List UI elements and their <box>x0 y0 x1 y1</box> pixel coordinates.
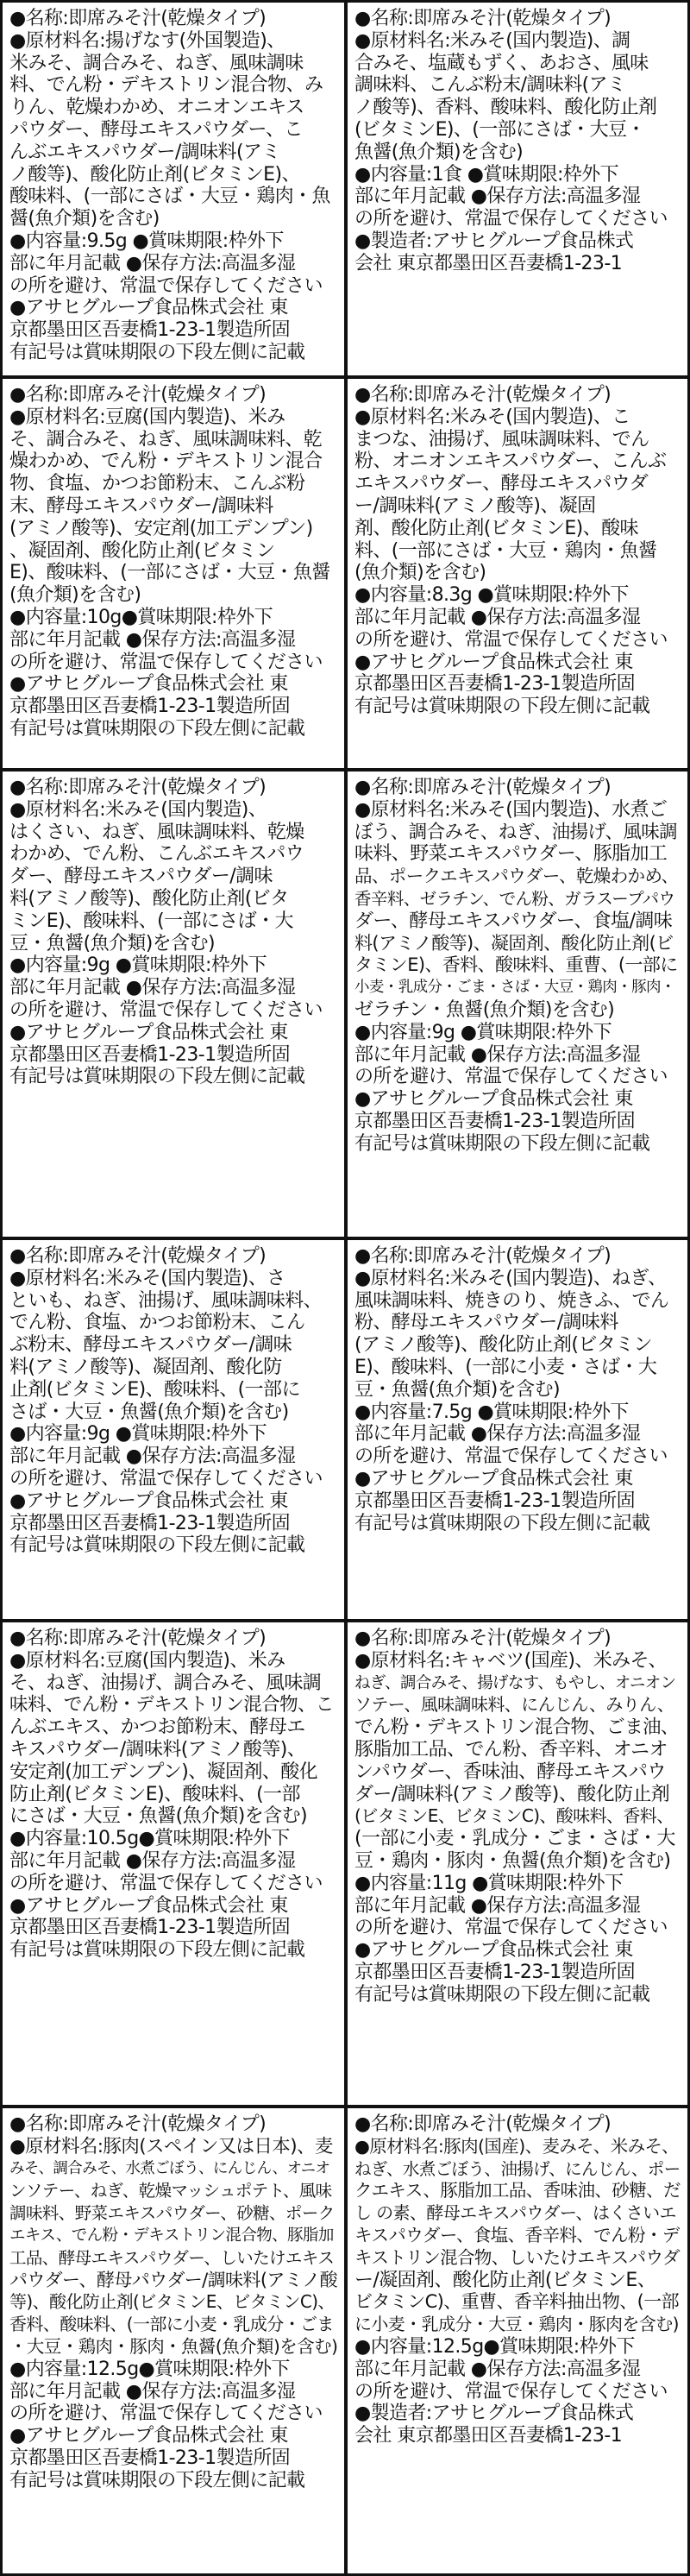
label-panel-4 <box>345 376 690 771</box>
label-text-line: ●内容量:10.5g●賞味期限:枠外下 <box>9 1828 290 1850</box>
label-text-line: 部に年月記載 ●保存方法:高温多湿 <box>354 186 641 208</box>
label-text-line: 料(アミノ酸等)、凝固剤、酸化防 <box>9 1356 282 1378</box>
label-text-line: 有記号は賞味期限の下段左側に記載 <box>354 1512 650 1534</box>
label-text-line: 京都墨田区吾妻橋1-23-1製造所固 <box>354 1490 636 1512</box>
label-text-line: (ビタミンE)、(一部にさば・大豆・ <box>354 118 645 141</box>
label-text-line: 部に年月記載 ●保存方法:高温多湿 <box>9 2380 296 2403</box>
label-text-line: ●製造者:アサヒグループ食品株式 <box>354 2403 634 2425</box>
label-panel-2 <box>345 0 690 378</box>
label-text-line: の所を避け、常温で保存してください <box>354 628 668 651</box>
label-text-line: (一部に小麦・乳成分・ごま・さば・大 <box>354 1828 675 1850</box>
label-text-line: (ビタミンE、ビタミンC)、酸味料、香料、 <box>354 1805 674 1827</box>
label-text-line: 豆・魚醤(魚介類)を含む) <box>354 1378 560 1401</box>
label-text-line: E)、酸味料、(一部にさば・大豆・魚醤 <box>9 562 330 584</box>
label-text-line: ●アサヒグループ食品株式会社 東 <box>9 1490 288 1512</box>
label-text-line: 部に年月記載 ●保存方法:高温多湿 <box>354 1043 641 1066</box>
label-panel-3 <box>0 376 347 771</box>
label-text-line: 京都墨田区吾妻橋1-23-1製造所固 <box>9 1512 291 1534</box>
label-text-line: ●内容量:9.5g ●賞味期限:枠外下 <box>9 230 284 252</box>
label-text-line: 料、でん粉・デキストリン混合物、み <box>9 74 323 97</box>
label-text-line: ●名称:即席みそ汁(乾燥タイプ) <box>9 2113 267 2135</box>
label-text-line: にさば・大豆・魚醤(魚介類)を含む) <box>9 1805 307 1828</box>
label-text-line: ●原材料名:豆腐(国内製造)、米み <box>9 1649 285 1672</box>
label-text-line: ー/調味料(アミノ酸等)、凝固 <box>354 494 596 517</box>
label-panel-8 <box>345 1238 690 1622</box>
label-text-line: 小麦・乳成分・ごま・さば・大豆・鶏肉・豚肉・ <box>354 979 675 997</box>
label-text-line: 工品、酵母エキスパウダー、しいたけエキス <box>9 2247 335 2268</box>
label-text-line: 京都墨田区吾妻橋1-23-1製造所固 <box>9 1917 291 1939</box>
label-text-line: まつな、油揚げ、風味調味料、でん <box>354 428 649 450</box>
label-text-line: 魚醤(魚介類)を含む) <box>354 141 524 163</box>
label-text-line: ビタミンC)、重曹、香辛料抽出物、(一部 <box>354 2291 680 2313</box>
label-panel-11 <box>0 2106 347 2576</box>
label-text-line: パウダー、酵母パウダー/調味料(アミノ酸 <box>9 2269 337 2290</box>
label-text-line: ●内容量:1食 ●賞味期限:枠外下 <box>354 163 619 186</box>
label-text-line: 味料、野菜エキスパウダー、豚脂加工 <box>354 843 668 866</box>
label-text-line: ダー、酵母エキスパウダー、食塩/調味 <box>354 910 673 932</box>
label-text-line: はくさい、ねぎ、風味調味料、乾燥 <box>9 821 304 843</box>
label-text-line: 有記号は賞味期限の下段左側に記載 <box>9 1534 305 1557</box>
label-panel-7 <box>0 1238 347 1622</box>
label-text-line: 止剤(ビタミンE)、酸味料、(一部に <box>9 1378 300 1401</box>
label-text-line: 調味料、こんぶ粉末/調味料(アミ <box>354 74 626 97</box>
label-text-line: ンソテー、ねぎ、乾燥マッシュポテト、風味 <box>9 2181 332 2201</box>
label-text-line: ●内容量:12.5g●賞味期限:枠外下 <box>354 2335 635 2358</box>
label-text-line: 部に年月記載 ●保存方法:高温多湿 <box>9 977 296 999</box>
label-text-line: し の素、酵母エキスパウダー、はくさいエ <box>354 2202 676 2224</box>
label-text-line: 会社 東京都墨田区吾妻橋1-23-1 <box>354 252 623 274</box>
label-text-line: 有記号は賞味期限の下段左側に記載 <box>9 2469 305 2491</box>
label-text-line: ●名称:即席みそ汁(乾燥タイプ) <box>354 384 612 406</box>
label-panel-9 <box>0 1620 347 2107</box>
label-text-line: みそ、調合みそ、水煮ごぼう、にんじん、オニオ <box>9 2159 330 2177</box>
label-panel-5 <box>0 769 347 1239</box>
label-text-line: ●製造者:アサヒグループ食品株式 <box>354 230 634 252</box>
label-text-line: ●内容量:12.5g●賞味期限:枠外下 <box>9 2358 290 2380</box>
label-text-line: 安定剤(加工デンプン)、凝固剤、酸化 <box>9 1760 318 1783</box>
label-text-line: 防止剤(ビタミンE)、酸味料、(一部 <box>9 1783 300 1805</box>
label-text-line: ●名称:即席みそ汁(乾燥タイプ) <box>354 1628 612 1649</box>
label-text-line: の所を避け、常温で保存してください <box>9 1872 323 1894</box>
label-text-line: キスパウダー/調味料(アミノ酸等)、 <box>9 1738 306 1760</box>
label-text-line: ●名称:即席みそ汁(乾燥タイプ) <box>9 1245 267 1267</box>
label-text-line: そ、調合みそ、ねぎ、風味調味料、乾 <box>9 428 323 450</box>
label-text-line: といも、ねぎ、油揚げ、風味調味料、 <box>9 1289 323 1312</box>
label-text-line: 料(アミノ酸等)、凝固剤、酸化防止剤(ビ <box>354 932 674 954</box>
label-text-line: 等)、酸化防止剤(ビタミンE、ビタミンC)、 <box>9 2291 335 2313</box>
label-text-line: ●原材料名:米みそ(国内製造)、こ <box>354 406 630 428</box>
label-text-line: E)、酸味料、(一部に小麦・さば・大 <box>354 1356 657 1378</box>
label-text-line: ●アサヒグループ食品株式会社 東 <box>354 1939 633 1962</box>
label-text-line: 京都墨田区吾妻橋1-23-1製造所固 <box>354 673 636 696</box>
label-text-line: ●内容量:8.3g ●賞味期限:枠外下 <box>354 584 629 607</box>
label-text-line: ●名称:即席みそ汁(乾燥タイプ) <box>9 384 267 406</box>
label-text-line: 会社 東京都墨田区吾妻橋1-23-1 <box>354 2425 623 2447</box>
label-text-line: の所を避け、常温で保存してください <box>9 998 323 1021</box>
label-text-line: ●原材料名:米みそ(国内製造)、調 <box>354 29 630 52</box>
label-text-line: エキス、でん粉・デキストリン混合物、豚脂加 <box>9 2226 334 2245</box>
label-text-line: 京都墨田区吾妻橋1-23-1製造所固 <box>9 696 291 718</box>
label-text-line: パウダー、酵母エキスパウダー、こ <box>9 118 303 141</box>
label-text-line: んぶエキス、かつお節粉末、酵母エ <box>9 1716 305 1739</box>
label-text-line: ●アサヒグループ食品株式会社 東 <box>9 1021 288 1043</box>
label-text-line: ●名称:即席みそ汁(乾燥タイプ) <box>9 1628 267 1649</box>
label-text-line: ダー/調味料(アミノ酸等)、酸化防止剤 <box>354 1783 670 1805</box>
label-text-line: 部に年月記載 ●保存方法:高温多湿 <box>9 1445 296 1468</box>
label-text-line: 香料、酸味料、(一部に小麦・乳成分・ごま <box>9 2314 334 2335</box>
label-text-line: ●原材料名:豚肉(スペイン又は日本)、麦 <box>9 2135 333 2157</box>
label-text-line: ぼう、調合みそ、ねぎ、油揚げ、風味調 <box>354 821 678 843</box>
label-text-line: わかめ、でん粉、こんぶエキスパウ <box>9 843 304 866</box>
label-text-line: んぶエキスパウダー/調味料(アミ <box>9 141 280 163</box>
label-text-line: 有記号は賞味期限の下段左側に記載 <box>9 341 305 363</box>
label-text-line: 調味料、野菜エキスパウダー、砂糖、ポーク <box>9 2203 335 2224</box>
label-text-line: 京都墨田区吾妻橋1-23-1製造所固 <box>354 1110 636 1132</box>
label-text-line: 香辛料、ゼラチン、でん粉、ガラスープパウ <box>354 888 675 909</box>
label-text-line: の所を避け、常温で保存してください <box>354 2380 668 2403</box>
label-text-line: キストリン混合物、しいたけエキスパウダ <box>354 2246 681 2268</box>
label-text-line: 部に年月記載 ●保存方法:高温多湿 <box>354 606 641 628</box>
label-text-line: 有記号は賞味期限の下段左側に記載 <box>9 1939 305 1962</box>
label-text-line: の所を避け、常温で保存してください <box>354 208 668 230</box>
label-text-line: ●原材料名:米みそ(国内製造)、 <box>9 798 267 821</box>
label-text-line: 酸味料、(一部にさば・大豆・鶏肉・魚 <box>9 186 330 208</box>
label-text-line: の所を避け、常温で保存してください <box>354 1066 668 1088</box>
label-text-line: ー/凝固剤、酸化防止剤(ビタミンE、 <box>354 2269 656 2291</box>
label-text-line: の所を避け、常温で保存してください <box>9 274 323 297</box>
label-panel-12 <box>345 2106 690 2576</box>
label-text-line: ●名称:即席みそ汁(乾燥タイプ) <box>354 1245 612 1267</box>
label-text-line: 剤、酸化防止剤(ビタミンE)、酸味 <box>354 517 638 539</box>
label-text-line: 醤(魚介類)を含む) <box>9 208 160 230</box>
label-text-line: ミンE)、酸味料、(一部にさば・大 <box>9 910 293 932</box>
label-text-line: 粉、酵母エキスパウダー/調味料 <box>354 1312 618 1334</box>
label-text-line: ●名称:即席みそ汁(乾燥タイプ) <box>354 8 612 29</box>
label-text-line: 有記号は賞味期限の下段左側に記載 <box>354 1983 650 2006</box>
label-text-line: ●内容量:9g ●賞味期限:枠外下 <box>9 954 267 977</box>
label-text-line: の所を避け、常温で保存してください <box>9 651 323 673</box>
label-panel-6 <box>345 769 690 1239</box>
label-text-line: ・大豆・鶏肉・豚肉・魚醤(魚介類)を含む) <box>9 2335 337 2357</box>
label-text-line: 豆・鶏肉・豚肉・魚醤(魚介類)を含む) <box>354 1849 671 1872</box>
label-text-line: 部に年月記載 ●保存方法:高温多湿 <box>9 628 296 651</box>
label-text-line: 京都墨田区吾妻橋1-23-1製造所固 <box>9 319 291 342</box>
label-text-line: の所を避け、常温で保存してください <box>354 1445 668 1468</box>
label-text-line: ●アサヒグループ食品株式会社 東 <box>354 1467 633 1490</box>
label-text-line: ●内容量:11g ●賞味期限:枠外下 <box>354 1872 624 1894</box>
label-text-line: 料、(一部にさば・大豆・鶏肉・魚醤 <box>354 539 657 562</box>
label-text-line: 部に年月記載 ●保存方法:高温多湿 <box>9 1849 296 1872</box>
label-panel-1 <box>0 0 347 378</box>
label-text-line: 有記号は賞味期限の下段左側に記載 <box>9 1066 305 1088</box>
label-text-line: 燥わかめ、でん粉・デキストリン混合 <box>9 450 323 473</box>
label-text-line: ぶ粉末、酵母エキスパウダー/調味 <box>9 1334 292 1357</box>
label-text-line: ソテー、風味調味料、にんじん、みりん、 <box>354 1694 674 1716</box>
label-text-line: ねぎ、調合みそ、揚げなす、もやし、オニオン <box>354 1673 676 1692</box>
label-text-line: 品、ポークエキスパウダー、乾燥わかめ、 <box>354 866 679 887</box>
label-text-line: ゼラチン・魚醤(魚介類)を含む) <box>354 998 615 1021</box>
label-text-line: ●原材料名:豆腐(国内製造)、米み <box>9 406 285 428</box>
label-text-line: そ、ねぎ、油揚げ、調合みそ、風味調 <box>9 1672 322 1694</box>
label-text-line: ●原材料名:豚肉(国産)、麦みそ、米みそ、 <box>354 2135 679 2157</box>
label-text-line: ●原材料名:米みそ(国内製造)、さ <box>9 1267 285 1289</box>
label-text-line: ●アサヒグループ食品株式会社 東 <box>354 651 633 673</box>
label-panel-10 <box>345 1620 690 2107</box>
label-text-line: ●原材料名:揚げなす(外国製造)、 <box>9 29 285 52</box>
label-text-line: キスパウダー、食塩、香辛料、でん粉・デ <box>354 2224 680 2245</box>
label-text-line: ●名称:即席みそ汁(乾燥タイプ) <box>9 777 267 798</box>
label-text-line: ンパウダー、香味油、酵母エキスパウ <box>354 1760 666 1783</box>
label-text-line: 有記号は賞味期限の下段左側に記載 <box>9 717 305 740</box>
label-text-line: りん、乾燥わかめ、オニオンエキス <box>9 97 304 119</box>
label-text-line: ●アサヒグループ食品株式会社 東 <box>9 2425 288 2447</box>
label-text-line: (魚介類)を含む) <box>9 584 141 607</box>
label-text-line: 京都墨田区吾妻橋1-23-1製造所固 <box>9 2447 291 2469</box>
label-text-line: (アミノ酸等)、酸化防止剤(ビタミン <box>354 1334 652 1357</box>
label-text-line: 粉、オニオンエキスパウダー、こんぶ <box>354 450 667 473</box>
label-text-line: ●内容量:10g●賞味期限:枠外下 <box>9 606 273 628</box>
label-text-line: 豆・魚醤(魚介類)を含む) <box>9 932 215 954</box>
label-text-line: エキスパウダー、酵母エキスパウダ <box>354 473 649 495</box>
label-text-line: 部に年月記載 ●保存方法:高温多湿 <box>354 1894 641 1917</box>
label-text-line: ●名称:即席みそ汁(乾燥タイプ) <box>354 777 612 798</box>
label-text-line: ●原材料名:米みそ(国内製造)、ねぎ、 <box>354 1267 667 1289</box>
label-text-line: クエキス、豚脂加工品、香味油、砂糖、だ <box>354 2180 681 2201</box>
label-text-line: の所を避け、常温で保存してください <box>9 1467 323 1490</box>
label-text-line: (アミノ酸等)、安定剤(加工デンプン) <box>9 517 313 539</box>
label-text-line: ノ酸等)、酸化防止剤(ビタミンE)、 <box>9 163 300 186</box>
label-text-line: ●アサヒグループ食品株式会社 東 <box>9 297 288 319</box>
label-text-line: ●原材料名:キャベツ(国産)、米みそ、 <box>354 1649 667 1672</box>
label-text-line: 風味調味料、焼きのり、焼きふ、でん <box>354 1289 669 1312</box>
label-text-line: 有記号は賞味期限の下段左側に記載 <box>354 1132 650 1155</box>
label-text-line: さば・大豆・魚醤(魚介類)を含む) <box>9 1401 289 1423</box>
label-text-line: 末、酵母エキスパウダー/調味料 <box>9 494 273 517</box>
label-text-line: 、凝固剤、酸化防止剤(ビタミン <box>9 539 275 562</box>
label-text-line: 部に年月記載 ●保存方法:高温多湿 <box>354 2358 641 2380</box>
label-text-line: でん粉、食塩、かつお節粉末、こん <box>9 1312 305 1334</box>
label-text-line: 味料、でん粉・デキストリン混合物、こ <box>9 1694 334 1716</box>
label-text-line: 部に年月記載 ●保存方法:高温多湿 <box>354 1423 641 1445</box>
label-text-line: ●アサヒグループ食品株式会社 東 <box>354 1088 633 1111</box>
label-text-line: ねぎ、水煮ごぼう、油揚げ、にんじん、ポー <box>354 2158 681 2179</box>
label-text-line: 合みそ、塩蔵もずく、あおさ、風味 <box>354 52 649 74</box>
label-text-line: に小麦・乳成分・大豆・鶏肉・豚肉を含む) <box>354 2314 679 2335</box>
label-text-line: の所を避け、常温で保存してください <box>9 2403 323 2425</box>
label-text-line: 部に年月記載 ●保存方法:高温多湿 <box>9 252 296 274</box>
label-text-line: 京都墨田区吾妻橋1-23-1製造所固 <box>9 1043 291 1066</box>
label-text-line: ●内容量:9g ●賞味期限:枠外下 <box>354 1021 612 1043</box>
label-text-line: 米みそ、調合みそ、ねぎ、風味調味 <box>9 52 304 74</box>
label-text-line: 物、食塩、かつお節粉末、こんぶ粉 <box>9 473 305 495</box>
label-text-line: 有記号は賞味期限の下段左側に記載 <box>354 696 650 718</box>
label-text-line: ダー、酵母エキスパウダー/調味 <box>9 866 273 888</box>
label-text-line: ●名称:即席みそ汁(乾燥タイプ) <box>9 8 267 29</box>
label-text-line: ●アサヒグループ食品株式会社 東 <box>9 1894 288 1917</box>
label-text-line: 料(アミノ酸等)、酸化防止剤(ビタ <box>9 887 289 910</box>
label-text-line: でん粉・デキストリン混合物、ごま油、 <box>354 1716 679 1739</box>
label-text-line: ●内容量:7.5g ●賞味期限:枠外下 <box>354 1401 629 1423</box>
label-text-line: の所を避け、常温で保存してください <box>354 1917 668 1939</box>
label-text-line: タミンE)、香料、酸味料、重曹、(一部に <box>354 954 678 976</box>
label-text-line: ノ酸等)、香料、酸味料、酸化防止剤 <box>354 97 657 119</box>
label-text-line: ●原材料名:米みそ(国内製造)、水煮ご <box>354 798 668 821</box>
label-text-line: ●内容量:9g ●賞味期限:枠外下 <box>9 1423 267 1445</box>
label-text-line: 京都墨田区吾妻橋1-23-1製造所固 <box>354 1961 636 1983</box>
label-text-line: ●アサヒグループ食品株式会社 東 <box>9 673 288 696</box>
label-text-line: ●名称:即席みそ汁(乾燥タイプ) <box>354 2113 612 2135</box>
label-text-line: 豚脂加工品、でん粉、香辛料、オニオ <box>354 1738 668 1760</box>
label-text-line: (魚介類)を含む) <box>354 562 486 584</box>
